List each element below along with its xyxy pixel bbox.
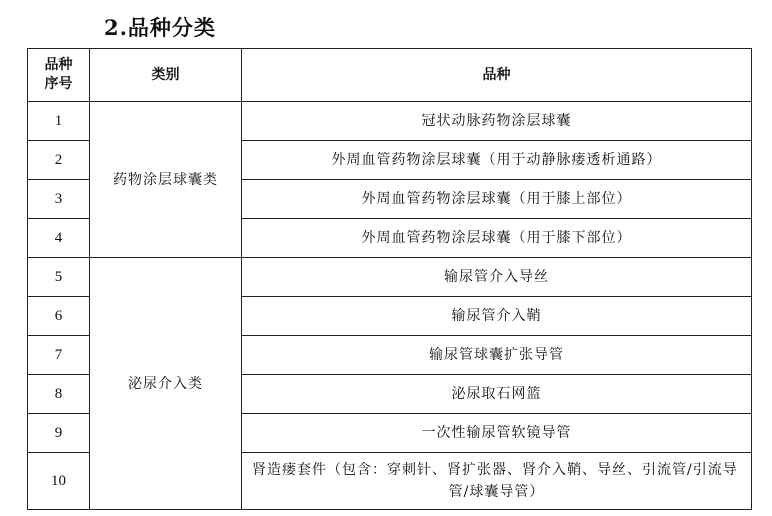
variety-name: 输尿管介入鞘	[242, 297, 752, 336]
variety-name: 外周血管药物涂层球囊（用于动静脉瘘透析通路）	[242, 141, 752, 180]
row-number: 8	[28, 375, 90, 414]
category-cell: 药物涂层球囊类	[90, 102, 242, 258]
row-number: 4	[28, 219, 90, 258]
table-row	[28, 102, 752, 141]
variety-name: 输尿管介入导丝	[242, 258, 752, 297]
variety-name: 冠状动脉药物涂层球囊	[242, 102, 752, 141]
header-category: 类别	[90, 49, 242, 102]
variety-name: 一次性输尿管软镜导管	[242, 414, 752, 453]
section-title: 2.品种分类	[104, 15, 216, 40]
row-number: 3	[28, 180, 90, 219]
variety-name: 泌尿取石网篮	[242, 375, 752, 414]
row-number: 1	[28, 102, 90, 141]
table-row	[28, 258, 752, 297]
variety-name: 外周血管药物涂层球囊（用于膝上部位）	[242, 180, 752, 219]
variety-classification-table	[27, 48, 752, 510]
table-header-row	[28, 49, 752, 102]
row-number: 5	[28, 258, 90, 297]
row-number: 6	[28, 297, 90, 336]
category-cell: 泌尿介入类	[90, 258, 242, 510]
header-variety: 品种	[242, 49, 752, 102]
row-number: 2	[28, 141, 90, 180]
row-number: 7	[28, 336, 90, 375]
row-number: 10	[28, 453, 90, 510]
row-number: 9	[28, 414, 90, 453]
variety-name: 外周血管药物涂层球囊（用于膝下部位）	[242, 219, 752, 258]
variety-name: 肾造瘘套件（包含：穿刺针、肾扩张器、肾介入鞘、导丝、引流管/引流导管/球囊导管）	[242, 453, 752, 510]
header-variety-number: 品种序号	[28, 49, 90, 102]
variety-name: 输尿管球囊扩张导管	[242, 336, 752, 375]
